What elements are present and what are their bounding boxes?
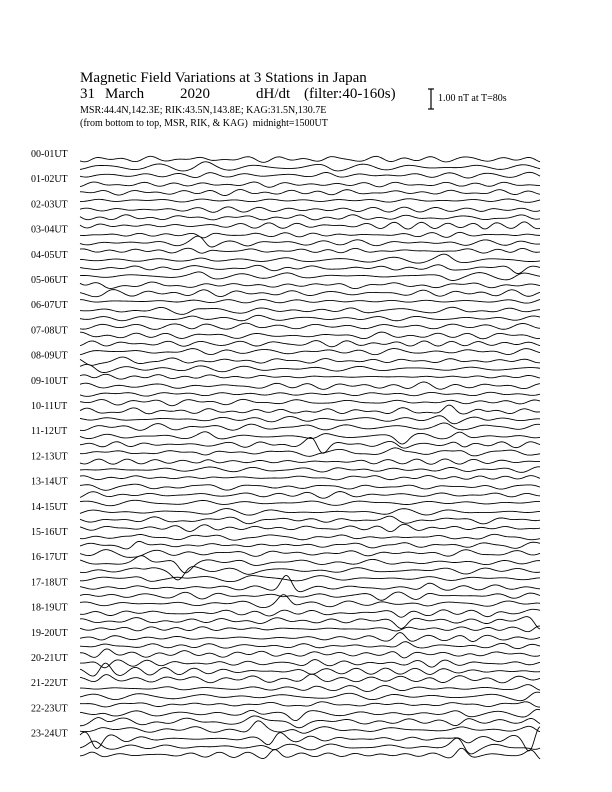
trace-msr xyxy=(80,702,540,707)
hour-label: 14-15UT xyxy=(31,501,68,513)
trace-msr xyxy=(80,300,540,304)
hour-label: 16-17UT xyxy=(31,552,68,564)
hour-label: 13-14UT xyxy=(31,476,68,488)
hour-label: 10-11UT xyxy=(31,401,68,412)
trace-kag xyxy=(80,357,540,365)
trace-rik xyxy=(80,190,540,196)
trace-msr xyxy=(80,423,540,431)
trace-msr xyxy=(80,272,540,281)
hour-label: 21-22UT xyxy=(31,678,68,690)
hour-labels xyxy=(31,149,68,740)
trace-msr xyxy=(80,576,540,582)
trace-kag xyxy=(80,254,540,263)
station-coordinates: MSR:44.4N,142.3E; RIK:43.5N,143.8E; KAG:31.5N,130.7E xyxy=(80,105,327,116)
trace-kag xyxy=(80,509,540,516)
hour-label: 03-04UT xyxy=(31,224,68,236)
trace-rik xyxy=(80,315,540,320)
trace-rik xyxy=(80,738,540,754)
hour-label: 06-07UT xyxy=(31,300,68,312)
trace-kag xyxy=(80,484,540,490)
trace-kag xyxy=(80,232,540,237)
trace-rik xyxy=(80,392,540,396)
trace-rik xyxy=(80,541,540,548)
trace-kag xyxy=(80,556,540,573)
hour-label: 18-19UT xyxy=(31,602,68,614)
trace-kag xyxy=(80,609,540,617)
trace-rik xyxy=(80,663,540,676)
trace-rik xyxy=(80,437,540,453)
trace-rik xyxy=(80,692,540,700)
trace-kag xyxy=(80,207,540,212)
trace-rik xyxy=(80,265,540,274)
trace-msr xyxy=(80,550,540,558)
trace-kag xyxy=(80,534,540,540)
trace-kag xyxy=(80,405,540,414)
quantity-label: dH/dt xyxy=(256,86,291,102)
hour-label: 20-21UT xyxy=(31,653,68,664)
trace-kag xyxy=(80,660,540,668)
hour-label: 22-23UT xyxy=(31,703,68,715)
hour-label: 17-18UT xyxy=(31,577,68,589)
hour-label: 19-20UT xyxy=(31,627,68,639)
trace-rik xyxy=(80,592,540,600)
trace-rik xyxy=(80,236,540,247)
trace-rik xyxy=(80,290,540,297)
trace-msr xyxy=(80,222,540,229)
trace-msr xyxy=(80,399,540,405)
trace-rik xyxy=(80,492,540,499)
hour-label: 09-10UT xyxy=(31,375,68,387)
trace-msr xyxy=(80,448,540,456)
scale-bar-label: 1.00 nT at T=80s xyxy=(438,93,507,104)
hour-label: 23-24UT xyxy=(31,728,68,740)
traces xyxy=(80,156,540,759)
hour-label: 00-01UT xyxy=(31,149,68,160)
trace-rik xyxy=(80,467,540,473)
hour-label: 12-13UT xyxy=(31,451,68,463)
hour-label: 15-16UT xyxy=(31,527,68,538)
trace-kag xyxy=(80,156,540,162)
hour-label: 01-02UT xyxy=(31,174,68,186)
hour-label: 11-12UT xyxy=(31,426,68,438)
trace-kag xyxy=(80,727,540,751)
trace-msr xyxy=(80,172,540,178)
trace-msr xyxy=(80,349,540,355)
order-note: (from bottom to top, MSR, RIK, & KAG) xyxy=(80,118,248,129)
trace-msr xyxy=(80,674,540,683)
trace-msr xyxy=(80,524,540,531)
trace-msr xyxy=(80,626,540,632)
trace-kag xyxy=(80,332,540,339)
date-day: 31 xyxy=(80,86,95,102)
trace-msr xyxy=(80,374,540,379)
trace-kag xyxy=(80,685,540,692)
hour-label: 05-06UT xyxy=(31,275,68,286)
hour-label: 04-05UT xyxy=(31,249,68,261)
trace-msr xyxy=(80,199,540,203)
trace-rik xyxy=(80,162,540,171)
trace-kag xyxy=(80,459,540,464)
trace-msr xyxy=(80,649,540,658)
midnight-note: midnight=1500UT xyxy=(252,118,328,129)
chart-title: Magnetic Field Variations at 3 Stations in Japan xyxy=(80,70,367,86)
trace-rik xyxy=(80,716,540,728)
hour-label: 08-09UT xyxy=(31,350,68,362)
trace-msr xyxy=(80,476,540,480)
trace-kag xyxy=(80,307,540,314)
trace-rik xyxy=(80,516,540,524)
trace-msr xyxy=(80,595,540,608)
trace-rik xyxy=(80,642,540,649)
trace-msr xyxy=(80,500,540,505)
date-month: March xyxy=(105,86,145,102)
trace-rik xyxy=(80,341,540,347)
trace-rik xyxy=(80,364,540,372)
trace-kag xyxy=(80,633,540,642)
trace-kag xyxy=(80,182,540,187)
hour-label: 02-03UT xyxy=(31,199,68,211)
trace-kag xyxy=(80,282,540,289)
trace-msr xyxy=(80,323,540,329)
filter-label: (filter:40-160s) xyxy=(304,86,396,102)
trace-rik xyxy=(80,215,540,220)
date-year: 2020 xyxy=(180,86,210,102)
trace-msr xyxy=(80,248,540,253)
trace-rik xyxy=(80,416,540,424)
hour-label: 07-08UT xyxy=(31,325,68,337)
trace-kag xyxy=(80,382,540,389)
